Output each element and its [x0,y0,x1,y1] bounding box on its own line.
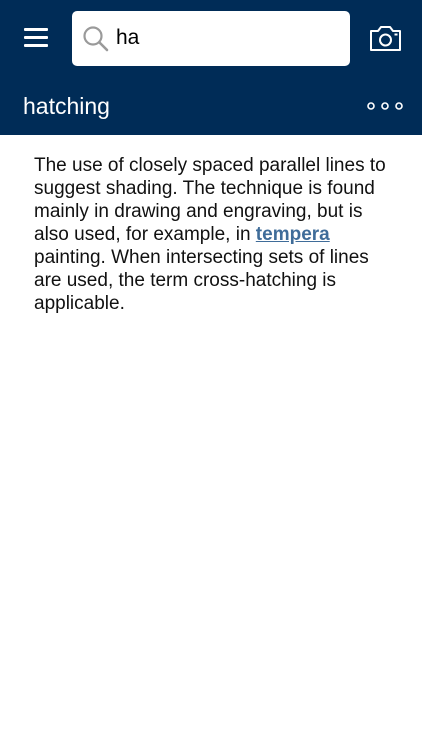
definition-part-after: painting. When intersecting sets of lines are used, the term cross-hatching is applicable. [34,247,369,314]
more-options-icon[interactable] [366,98,404,114]
header-bar [0,0,422,135]
camera-icon[interactable] [369,24,402,52]
menu-button[interactable] [22,26,50,50]
menu-icon-line [24,28,48,31]
definition-part-before: The use of closely spaced parallel lines to suggest shading. The technique is found mainly in drawing and engraving, but is also used, for example, in [34,155,386,245]
menu-icon-line [24,44,48,47]
search-box[interactable] [72,11,350,66]
menu-icon-line [24,36,48,39]
search-input[interactable] [116,19,336,57]
page-title: hatching [23,93,110,119]
tempera-link[interactable]: tempera [255,224,330,245]
search-icon [82,25,110,53]
definition-text [34,154,394,315]
